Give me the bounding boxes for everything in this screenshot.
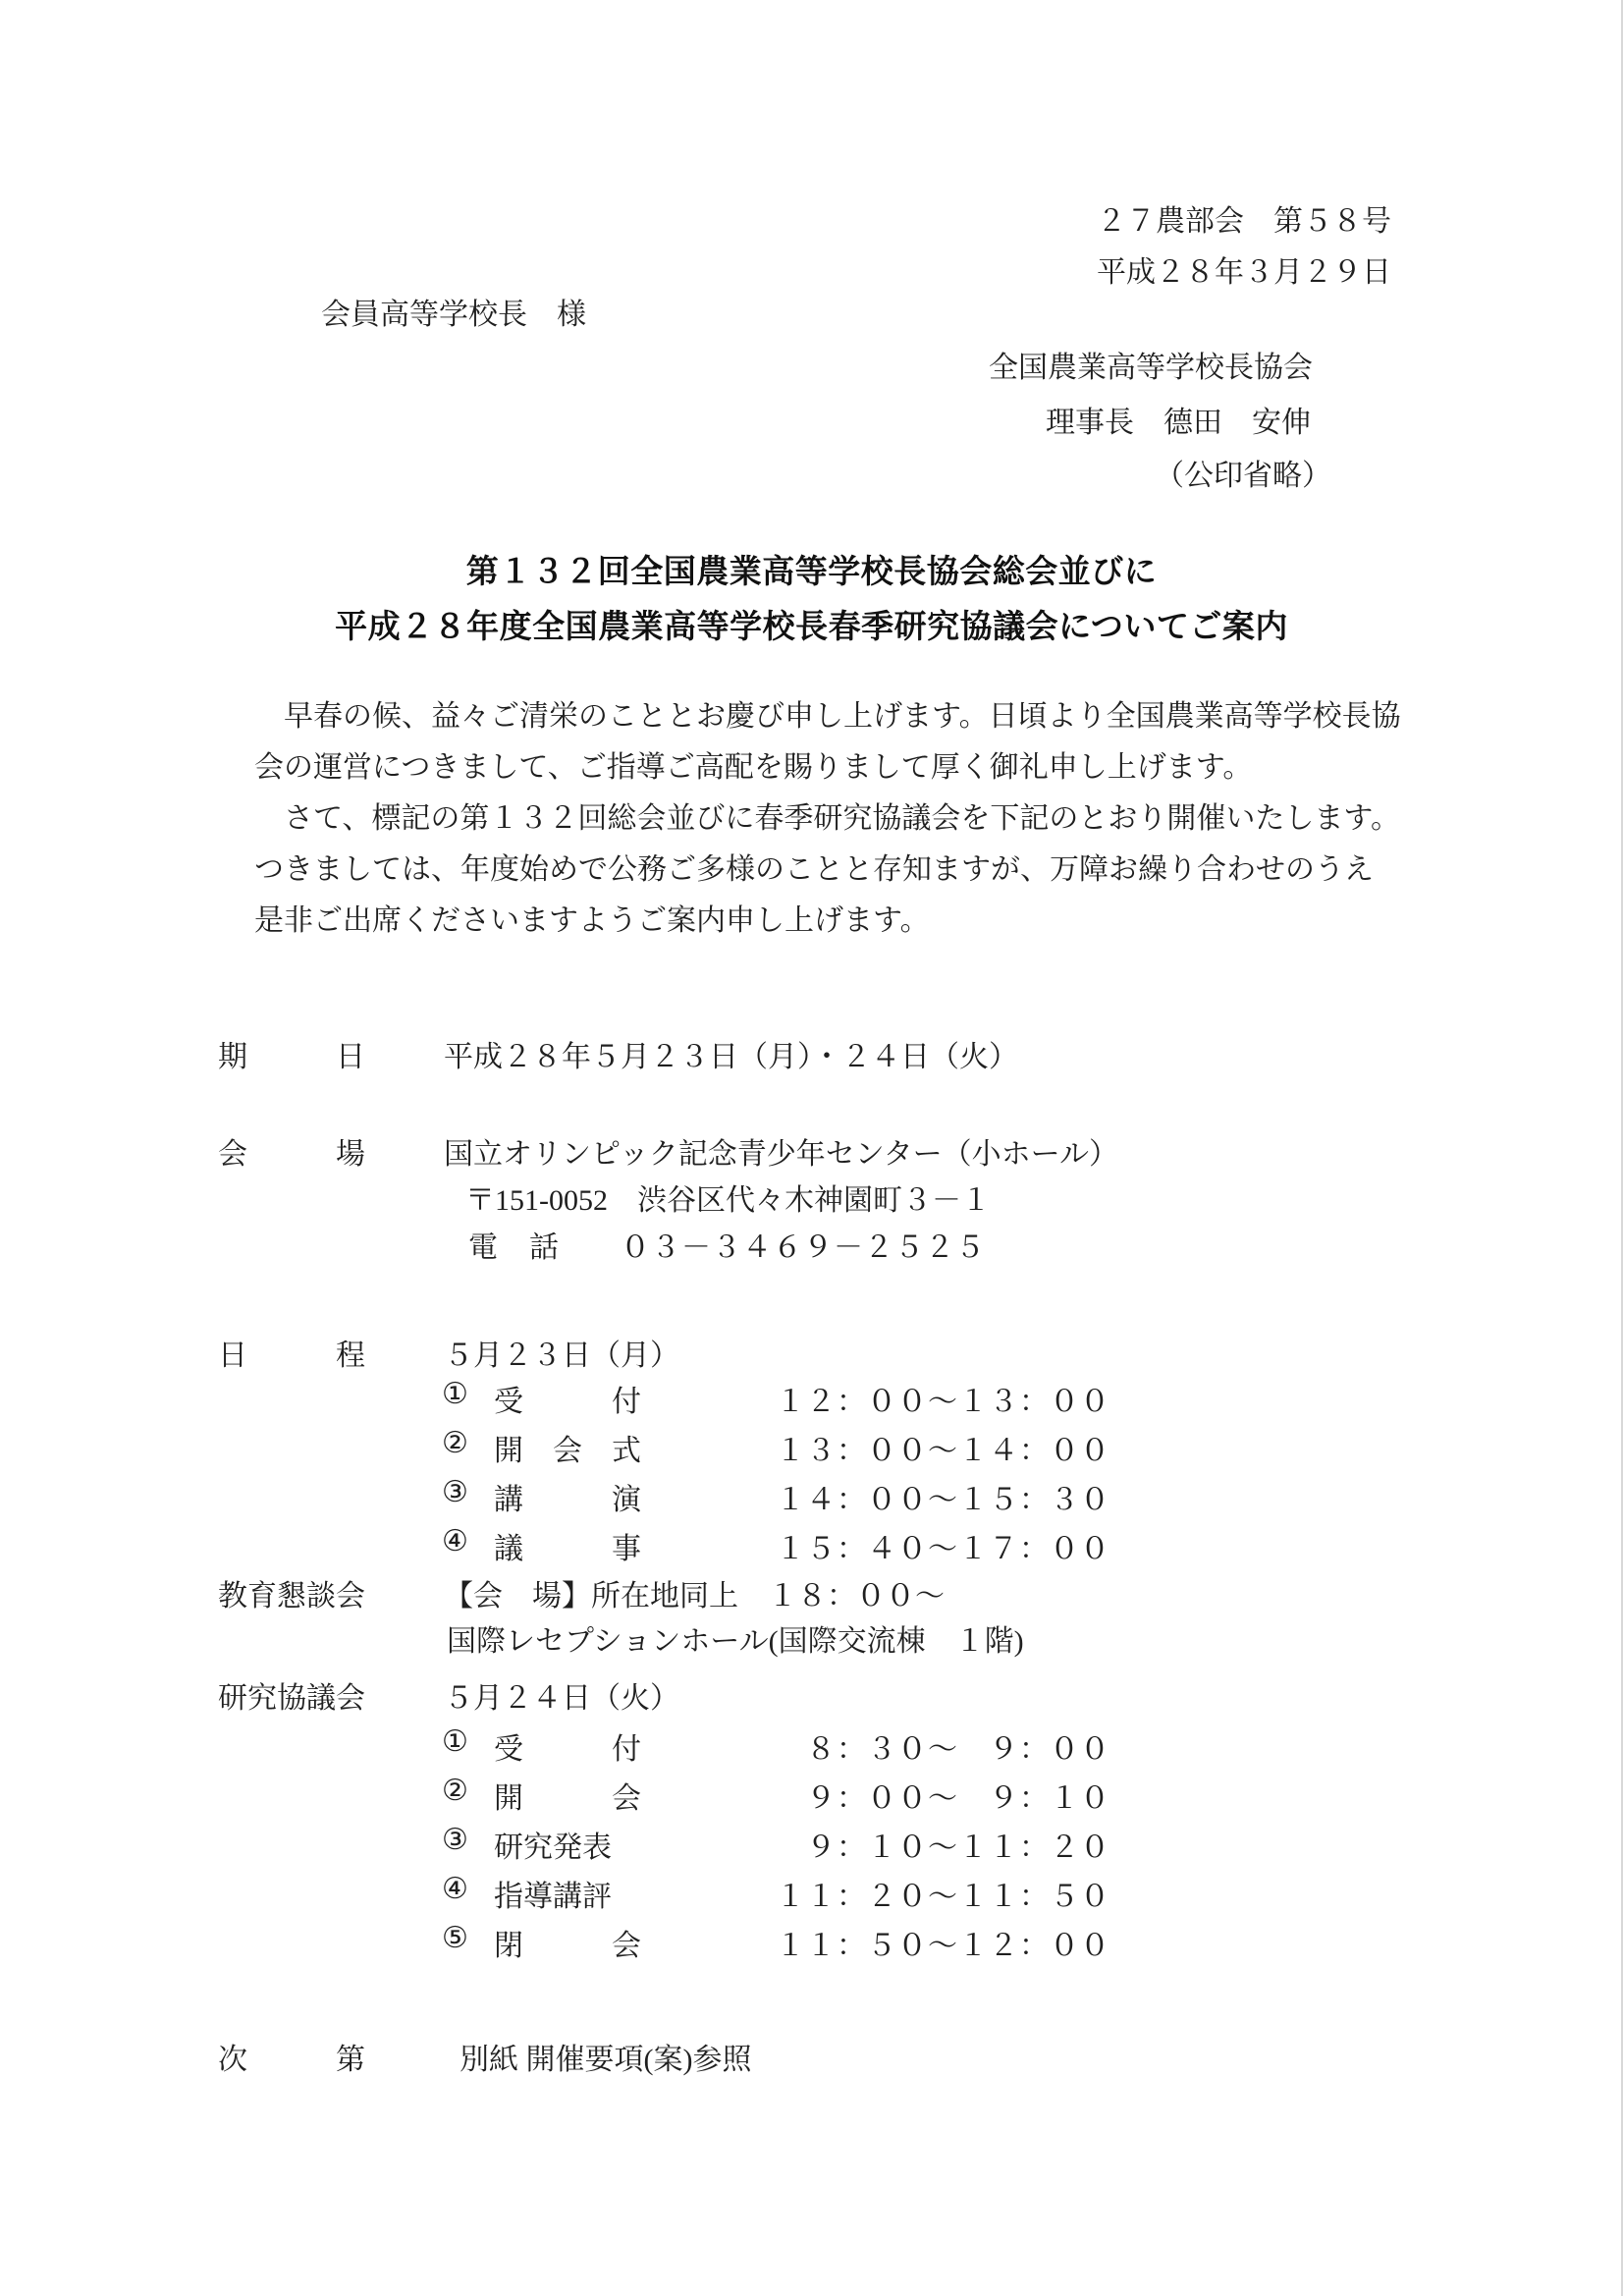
schedule-row [0,1774,1623,1817]
detail-row-date [0,1032,1623,1075]
item-number: ⑤ [442,1922,468,1954]
item-number: ③ [442,1824,468,1856]
sender-org-line: 全国農業高等学校長協会 [989,352,1313,384]
detail-label: 研究協議会 [218,1682,365,1715]
item-time: １１：２０～１１：５０ [776,1881,1110,1913]
item-name: 指導講評 [494,1881,612,1913]
item-number: ④ [442,1873,468,1905]
body-line: 是非ご出席くださいますようご案内申し上げます。 [254,904,930,937]
addressee-line: 会員高等学校長 様 [321,299,586,331]
issue-date-line: 平成２８年３月２９日 [1097,256,1391,289]
detail-value: 国立オリンピック記念青少年センター（小ホール） [444,1138,1118,1171]
detail-row-day2 [0,1673,1623,1717]
item-number: ④ [442,1525,468,1558]
schedule-row [0,1872,1623,1915]
item-time: １３：００～１４：００ [776,1435,1110,1467]
item-time: １１：５０～１２：００ [776,1930,1110,1962]
item-number: ③ [442,1476,468,1508]
detail-label: 次 第 [218,2044,365,2076]
item-time: １２：００～１３：００ [776,1386,1110,1418]
venue-phone-line: 電 話 ０３－３４６９－２５２５ [468,1231,986,1264]
title-line-1: 第１３２回全国農業高等学校長協会総会並びに [465,555,1158,590]
item-name: 開 会 [494,1782,641,1815]
schedule-row [0,1921,1623,1964]
body-line: さて、標記の第１３２回総会並びに春季研究協議会を下記のとおり開催いたします。 [254,802,1400,835]
body-line: 会の運営につきまして、ご指導ご高配を賜りまして厚く御礼申し上げます。 [254,751,1253,784]
item-time: ９：００～ ９：１０ [776,1782,1110,1815]
detail-label: 会 場 [218,1138,365,1171]
detail-label: 日 程 [218,1339,365,1372]
item-name: 開 会 式 [494,1435,641,1467]
schedule-row [0,1475,1623,1518]
body-line: 早春の候、益々ご清栄のこととお慶び申し上げます。日頃より全国農業高等学校長協 [254,700,1401,733]
body-line: つきましては、年度始めで公務ご多様のことと存知ますが、万障お繰り合わせのうえ [254,853,1374,886]
detail-row-agenda [0,2035,1623,2078]
schedule-row [0,1724,1623,1768]
detail-label: 期 日 [218,1041,365,1073]
item-number: ② [442,1427,468,1459]
detail-value: 別紙 開催要項(案)参照 [460,2044,752,2076]
item-number: ① [442,1725,468,1758]
seal-note-line: （公印省略） [1155,460,1331,492]
item-time: ８：３０～ ９：００ [776,1733,1110,1766]
item-time: ９：１０～１１：２０ [776,1831,1110,1864]
detail-value: ５月２４日（火） [444,1682,679,1715]
schedule-row [0,1377,1623,1420]
schedule-row [0,1426,1623,1469]
item-name: 講 演 [494,1484,641,1516]
detail-value: 【会 場】所在地同上 １８：００～ [444,1580,945,1613]
item-name: 閉 会 [494,1930,641,1962]
item-number: ① [442,1378,468,1410]
schedule-row [0,1823,1623,1866]
detail-row-venue [0,1129,1623,1173]
item-name: 受 付 [494,1733,641,1766]
item-name: 受 付 [494,1386,641,1418]
detail-row-day1 [0,1331,1623,1374]
schedule-row [0,1524,1623,1567]
reception-hall-line: 国際レセプションホール(国際交流棟 １階) [447,1625,1024,1658]
doc-number-line: ２７農部会 第５８号 [1097,205,1391,238]
title-line-2: 平成２８年度全国農業高等学校長春季研究協議会についてご案内 [335,610,1288,645]
detail-value: ５月２３日（月） [444,1339,679,1372]
item-name: 議 事 [494,1533,641,1565]
item-time: １５：４０～１７：００ [776,1533,1110,1565]
item-name: 研究発表 [494,1831,612,1864]
detail-row-reception [0,1571,1623,1614]
detail-label: 教育懇談会 [218,1580,365,1613]
venue-address-line: 〒151-0052 渋谷区代々木神園町３－１ [465,1184,991,1217]
detail-value: 平成２８年５月２３日（月）・２４日（火） [444,1041,1018,1073]
item-time: １４：００～１５：３０ [776,1484,1110,1516]
item-number: ② [442,1775,468,1807]
sender-president-line: 理事長 德田 安伸 [1046,407,1311,439]
